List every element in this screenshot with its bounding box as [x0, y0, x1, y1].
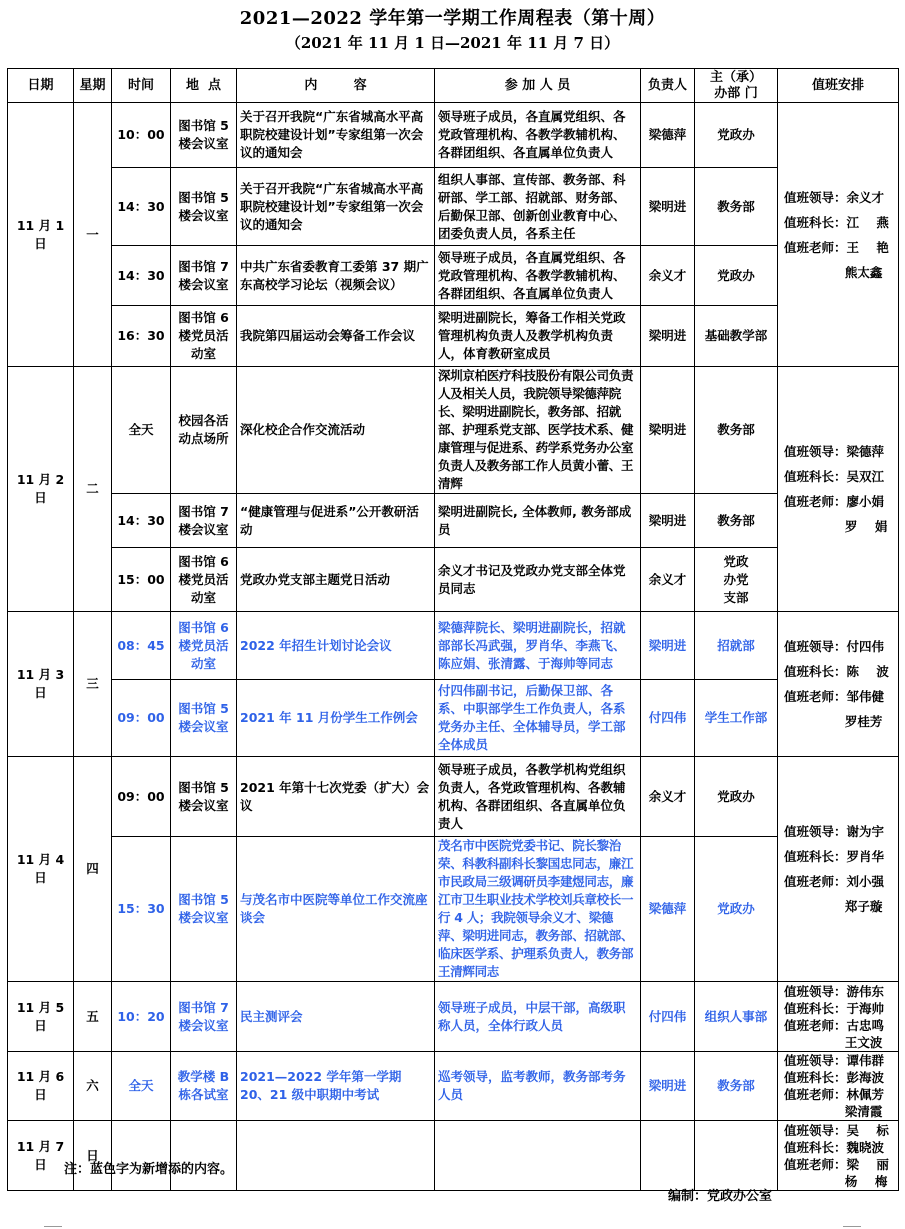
time-cell: 10：20: [112, 982, 171, 1052]
duty-roster-line: 值班老师：刘小强: [784, 874, 885, 889]
place-cell: 图书馆 5 楼会议室: [171, 837, 237, 982]
time-cell: 全天: [112, 367, 171, 494]
col-header-participants: 参 加 人 员: [435, 69, 641, 103]
lead-cell: 梁德萍: [641, 103, 695, 168]
table-row: [8, 982, 899, 1052]
lead-cell: 梁明进: [641, 612, 695, 680]
weekday-cell: 五: [74, 982, 112, 1052]
duty-roster-cell: [778, 612, 899, 757]
time-cell: 08：45: [112, 612, 171, 680]
duty-roster-line: 值班科长：吴双江: [784, 469, 885, 484]
time-cell: 15：30: [112, 837, 171, 982]
content-cell: 我院第四届运动会筹备工作会议: [237, 306, 435, 367]
table-row: [8, 612, 899, 680]
participants-cell: 领导班子成员，中层干部，高级职称人员，全体行政人员: [435, 982, 641, 1052]
duty-roster-line: 值班领导：梁德萍: [784, 444, 885, 459]
table-row: [8, 494, 899, 548]
participants-cell: 余义才书记及党政办党支部全体党员同志: [435, 548, 641, 612]
dept-cell: 党政办: [695, 757, 778, 837]
participants-cell: 领导班子成员，各直属党组织、各党政管理机构、各教学教辅机构、各群团组织、各直属单位负责人: [435, 103, 641, 168]
duty-roster-line: 值班科长：于海帅: [784, 1000, 885, 1016]
lead-cell: 付四伟: [641, 982, 695, 1052]
participants-cell: 梁德萍院长、梁明进副院长，招就部部长冯武强，罗肖华、李燕飞、陈应娟、张清露、于海帅等同志: [435, 612, 641, 680]
place-cell: 图书馆 5 楼会议室: [171, 680, 237, 757]
duty-roster-line: 值班领导：谢为宇: [784, 824, 885, 839]
table-row: [8, 1052, 899, 1121]
dept-cell: 教务部: [695, 168, 778, 246]
page-corner-mark: [44, 1226, 62, 1227]
duty-roster-line: 值班领导：付四伟: [784, 639, 885, 654]
duty-roster-cell: [778, 1052, 899, 1121]
content-cell: 2021—2022 学年第一学期 20、21 级中职期中考试: [237, 1052, 435, 1121]
duty-roster-cell: [778, 1121, 899, 1191]
duty-roster-line: 值班科长：罗肖华: [784, 849, 885, 864]
duty-roster-line: 值班领导：游伟东: [784, 983, 885, 999]
date-cell: 11 月 2 日: [8, 367, 74, 612]
date-cell: 11 月 7 日: [8, 1121, 74, 1191]
participants-cell: [435, 1121, 641, 1191]
date-range-subtitle: （2021 年 11 月 1 日—2021 年 11 月 7 日）: [285, 34, 620, 52]
lead-cell: 付四伟: [641, 680, 695, 757]
content-cell: 2022 年招生计划讨论会议: [237, 612, 435, 680]
time-cell: 14：30: [112, 168, 171, 246]
participants-cell: 巡考领导，监考教师，教务部考务人员: [435, 1052, 641, 1121]
place-cell: 图书馆 5 楼会议室: [171, 757, 237, 837]
participants-cell: 茂名市中医院党委书记、院长黎治荣、科教科副科长黎国忠同志，廉江市民政局三级调研员李建煜同志，廉江市卫生职业技术学校刘兵章校长一行 4 人；我院领导余义才、梁德萍、梁明进同志，教务部、招就部、临床医学系、护理系负责人，教务部王清辉同志: [435, 837, 641, 982]
duty-roster-cell: [778, 757, 899, 982]
time-cell: [112, 1121, 171, 1191]
time-cell: 全天: [112, 1052, 171, 1121]
date-cell: 11 月 4 日: [8, 757, 74, 982]
content-cell: 关于召开我院“广东省城高水平高职院校建设计划”专家组第一次会议的通知会: [237, 168, 435, 246]
time-cell: 09：00: [112, 757, 171, 837]
duty-roster-line: 郑子璇: [784, 899, 883, 914]
duty-roster-line: 值班领导：吴 标: [784, 1122, 889, 1138]
date-cell: 11 月 3 日: [8, 612, 74, 757]
weekday-cell: 二: [74, 367, 112, 612]
weekday-cell: 六: [74, 1052, 112, 1121]
participants-cell: 梁明进副院长，筹备工作相关党政管理机构负责人及教学机构负责人，体育教研室成员: [435, 306, 641, 367]
participants-cell: 组织人事部、宣传部、教务部、科研部、学工部、招就部、财务部、后勤保卫部、创新创业教育中心、团委负责人员，各系主任: [435, 168, 641, 246]
dept-cell: 党政办: [695, 103, 778, 168]
content-cell: 关于召开我院“广东省城高水平高职院校建设计划”专家组第一次会议的通知会: [237, 103, 435, 168]
duty-roster-line: 值班领导：谭伟群: [784, 1053, 885, 1068]
duty-roster-line: 值班领导：余义才: [784, 189, 885, 205]
duty-roster-line: 值班老师：邹伟健: [784, 689, 885, 704]
lead-cell: 梁明进: [641, 168, 695, 246]
page-corner-mark: [843, 1226, 861, 1227]
duty-roster-cell: [778, 103, 899, 367]
duty-roster-line: 熊太鑫: [784, 264, 883, 280]
dept-cell: 教务部: [695, 1052, 778, 1121]
time-cell: 15：00: [112, 548, 171, 612]
col-header-place: 地 点: [171, 69, 237, 103]
participants-cell: 深圳京柏医疗科技股份有限公司负责人及相关人员，我院领导梁德萍院长、梁明进副院长，教务部、招就部、护理系党支部、医学技术系、健康管理与促进系、药学系党务办公室负责人及教务部工作人员黄小蕾、王清辉: [435, 367, 641, 494]
table-header-row: [8, 69, 899, 103]
place-cell: 图书馆 5 楼会议室: [171, 103, 237, 168]
editor-credit: 编制：党政办公室: [668, 1189, 773, 1204]
dept-cell: 组织人事部: [695, 982, 778, 1052]
lead-cell: 梁明进: [641, 1052, 695, 1121]
time-cell: 14：30: [112, 494, 171, 548]
lead-cell: 余义才: [641, 757, 695, 837]
content-cell: 民主测评会: [237, 982, 435, 1052]
lead-cell: [641, 1121, 695, 1191]
time-cell: 14：30: [112, 246, 171, 306]
time-cell: 09：00: [112, 680, 171, 757]
dept-cell: 教务部: [695, 494, 778, 548]
dept-cell: 基础教学部: [695, 306, 778, 367]
content-cell: 中共广东省委教育工委第 37 期广东高校学习论坛（视频会议）: [237, 246, 435, 306]
place-cell: 图书馆 6 楼党员活动室: [171, 306, 237, 367]
place-cell: 图书馆 7 楼会议室: [171, 494, 237, 548]
content-cell: 2021 年 11 月份学生工作例会: [237, 680, 435, 757]
lead-cell: 余义才: [641, 246, 695, 306]
duty-roster-cell: [778, 367, 899, 612]
table-row: [8, 168, 899, 246]
weekday-cell: 三: [74, 612, 112, 757]
duty-roster-line: 值班老师：廖小娟: [784, 494, 885, 509]
weekday-cell: 一: [74, 103, 112, 367]
dept-cell: [695, 548, 778, 612]
place-cell: 图书馆 7 楼会议室: [171, 246, 237, 306]
duty-roster-line: 值班老师：林佩芳: [784, 1087, 885, 1102]
duty-roster-line: 值班科长：彭海波: [784, 1070, 885, 1085]
weekday-cell: 日: [74, 1121, 112, 1191]
place-cell: 教学楼 B 栋各试室: [171, 1052, 237, 1121]
footnote-legend: 注：蓝色字为新增添的内容。: [64, 1162, 234, 1177]
place-cell: [171, 1121, 237, 1191]
time-cell: 10：00: [112, 103, 171, 168]
col-header-lead: 负责人: [641, 69, 695, 103]
col-header-duty: 值班安排: [778, 69, 899, 103]
duty-roster-line: 梁清霞: [784, 1104, 883, 1119]
col-header-date: 日期: [8, 69, 74, 103]
dept-cell: 学生工作部: [695, 680, 778, 757]
duty-roster-line: 值班老师：王 艳: [784, 239, 889, 255]
content-cell: 深化校企合作交流活动: [237, 367, 435, 494]
place-cell: 校园各活动点场所: [171, 367, 237, 494]
participants-cell: 领导班子成员，各教学机构党组织负责人，各党政管理机构、各教辅机构、各群团组织、各直属单位负责人: [435, 757, 641, 837]
lead-cell: 梁明进: [641, 367, 695, 494]
date-cell: 11 月 5 日: [8, 982, 74, 1052]
participants-cell: 领导班子成员，各直属党组织、各党政管理机构、各教学教辅机构、各群团组织、各直属单位负责人: [435, 246, 641, 306]
table-row: [8, 103, 899, 168]
table-row: [8, 306, 899, 367]
dept-cell: [695, 1121, 778, 1191]
dept-cell: 党政办: [695, 246, 778, 306]
content-cell: 党政办党支部主题党日活动: [237, 548, 435, 612]
duty-roster-cell: [778, 982, 899, 1052]
content-cell: “健康管理与促进系”公开教研活动: [237, 494, 435, 548]
table-row: [8, 548, 899, 612]
table-row: [8, 367, 899, 494]
lead-cell: 梁德萍: [641, 837, 695, 982]
duty-roster-line: 罗 娟: [784, 519, 888, 534]
page-title: 2021—2022 学年第一学期工作周程表（第十周）: [239, 8, 666, 29]
duty-roster-line: 值班科长：江 燕: [784, 214, 889, 230]
lead-cell: 梁明进: [641, 306, 695, 367]
weekly-schedule-table: [7, 68, 899, 1191]
content-cell: 2021 年第十七次党委（扩大）会议: [237, 757, 435, 837]
participants-cell: 付四伟副书记，后勤保卫部、各系、中职部学生工作负责人，各系党务办主任、全体辅导员，学工部全体成员: [435, 680, 641, 757]
dept-cell: 招就部: [695, 612, 778, 680]
duty-roster-line: 值班科长：陈 波: [784, 664, 889, 679]
table-row: [8, 837, 899, 982]
col-header-content: 内 容: [237, 69, 435, 103]
table-row: [8, 757, 899, 837]
table-row: [8, 246, 899, 306]
duty-roster-line: 值班科长：魏晓波: [784, 1139, 885, 1155]
col-header-weekday: 星期: [74, 69, 112, 103]
duty-roster-line: 值班老师：古忠鸣: [784, 1017, 885, 1033]
duty-roster-line: 王文波: [784, 1034, 883, 1050]
table-row: [8, 1121, 899, 1191]
place-cell: 图书馆 6 楼党员活动室: [171, 612, 237, 680]
lead-cell: 梁明进: [641, 494, 695, 548]
duty-roster-line: 杨 梅: [784, 1173, 888, 1189]
table-row: [8, 680, 899, 757]
lead-cell: 余义才: [641, 548, 695, 612]
duty-roster-line: 罗桂芳: [784, 714, 883, 729]
place-cell: 图书馆 5 楼会议室: [171, 168, 237, 246]
participants-cell: 梁明进副院长, 全体教师, 教务部成员: [435, 494, 641, 548]
dept-cell: 党政办: [695, 837, 778, 982]
time-cell: 16：30: [112, 306, 171, 367]
date-cell: 11 月 6 日: [8, 1052, 74, 1121]
weekday-cell: 四: [74, 757, 112, 982]
content-cell: 与茂名市中医院等单位工作交流座谈会: [237, 837, 435, 982]
content-cell: [237, 1121, 435, 1191]
place-cell: 图书馆 6 楼党员活动室: [171, 548, 237, 612]
duty-roster-line: 值班老师：梁 丽: [784, 1156, 889, 1172]
dept-cell: 教务部: [695, 367, 778, 494]
dept-line: 党政办党支部: [723, 553, 749, 605]
place-cell: 图书馆 7 楼会议室: [171, 982, 237, 1052]
col-header-dept: 主（承）办部 门: [695, 69, 778, 103]
col-header-time: 时间: [112, 69, 171, 103]
date-cell: 11 月 1 日: [8, 103, 74, 367]
